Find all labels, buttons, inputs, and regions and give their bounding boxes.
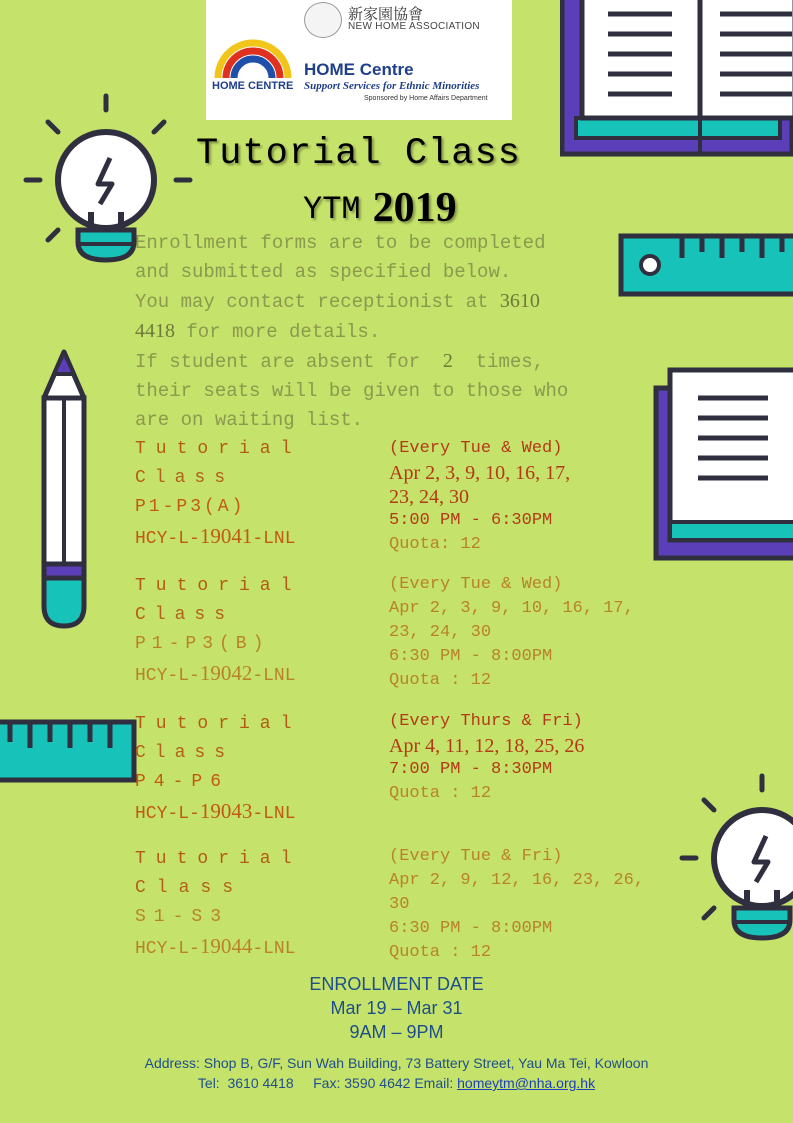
- class-level: P4-P6: [135, 772, 230, 792]
- intro-text: for more details.: [175, 321, 381, 343]
- class-code-part: -LNL: [252, 666, 296, 686]
- class-dates: Apr 4, 11, 12, 18, 25, 26: [389, 735, 585, 757]
- intro-text: times,: [475, 351, 545, 373]
- class-code-part: -LNL: [252, 939, 296, 959]
- year-label: 2019: [372, 185, 457, 231]
- class-code-part: -LNL: [252, 804, 296, 824]
- fax-label: Fax:: [313, 1075, 341, 1091]
- contact-line: [0, 1073, 793, 1093]
- class-title: Tutorial: [135, 439, 302, 459]
- class-schedule: [389, 710, 679, 806]
- rainbow-logo-icon: [214, 38, 292, 78]
- enrollment-dates: Mar 19 – Mar 31: [330, 998, 463, 1018]
- intro-text: If student are absent for: [135, 351, 421, 373]
- class-quota: Quota: 12: [389, 535, 481, 554]
- class-info: [135, 710, 375, 829]
- class-dates: 30: [389, 895, 410, 914]
- lightbulb-icon: [676, 772, 793, 947]
- intro-line: and submitted as specified below.: [135, 261, 512, 283]
- class-title: Tutorial: [135, 849, 302, 869]
- class-title: Tutorial: [135, 714, 302, 734]
- class-info: [135, 572, 375, 691]
- class-code: [135, 932, 375, 964]
- intro-line: [135, 287, 605, 317]
- class-code-part: 19044: [199, 934, 253, 958]
- class-code-part: HCY-L-: [135, 939, 200, 959]
- class-code-part: HCY-L-: [135, 529, 200, 549]
- tel-number: 3610 4418: [227, 1075, 294, 1091]
- class-code-part: 19043: [199, 799, 253, 823]
- intro-text: You may contact receptionist at: [135, 291, 489, 313]
- class-days: (Every Tue & Fri): [389, 847, 563, 866]
- tel-label: Tel:: [197, 1075, 220, 1091]
- home-centre-small-label: HOME CENTRE: [212, 80, 294, 92]
- class-code-part: HCY-L-: [135, 804, 200, 824]
- class-title: Class: [135, 743, 235, 763]
- class-dates: 23, 24, 30: [389, 486, 469, 508]
- intro-line: Enrollment forms are to be completed: [135, 232, 546, 254]
- association-logo: [206, 0, 512, 120]
- class-code-part: -LNL: [252, 529, 296, 549]
- email-label: Email:: [414, 1075, 454, 1091]
- page-subtitle: [303, 184, 457, 232]
- support-services-label: Support Services for Ethnic Minorities: [304, 80, 480, 92]
- intro-line: their seats will be given to those who: [135, 380, 569, 402]
- phone-part: 4418: [135, 320, 175, 342]
- intro-line: [135, 347, 645, 377]
- class-dates: Apr 2, 9, 12, 16, 23, 26,: [389, 871, 645, 890]
- fax-number: 3590 4642: [344, 1075, 411, 1091]
- class-dates: Apr 2, 3, 9, 10, 16, 17,: [389, 599, 634, 618]
- class-title: Class: [135, 878, 245, 898]
- class-info: [135, 435, 375, 554]
- class-code-part: HCY-L-: [135, 666, 200, 686]
- class-dates: Apr 2, 3, 9, 10, 16, 17,: [389, 462, 571, 484]
- class-time: 7:00 PM - 8:30PM: [389, 760, 553, 779]
- enrollment-section: [0, 972, 793, 1044]
- intro-line: are on waiting list.: [135, 409, 364, 431]
- intro-line: [135, 317, 605, 347]
- class-code-part: 19041: [199, 524, 253, 548]
- address-line: Address: Shop B, G/F, Sun Wah Building, 73 Battery Street, Yau Ma Tei, Kowloon: [144, 1055, 649, 1071]
- class-title: Tutorial: [135, 576, 302, 596]
- sponsor-label: Sponsored by Home Affairs Department: [364, 95, 488, 102]
- class-schedule: [389, 845, 679, 965]
- class-code: [135, 659, 375, 691]
- ruler-icon: [0, 718, 138, 784]
- email-link[interactable]: homeytm@nha.org.hk: [457, 1075, 596, 1091]
- class-schedule: [389, 437, 679, 557]
- class-level: P1-P3(B): [135, 634, 270, 654]
- class-code: [135, 797, 375, 829]
- open-book-icon: [560, 0, 793, 158]
- class-code-part: 19042: [199, 661, 253, 685]
- class-level: P1-P3(A): [135, 497, 246, 517]
- association-name-en: NEW HOME ASSOCIATION: [348, 21, 480, 32]
- intro-paragraph: [135, 229, 605, 435]
- class-title: Class: [135, 605, 235, 625]
- pencil-icon: [38, 348, 90, 630]
- absence-count: 2: [442, 350, 453, 372]
- class-time: 5:00 PM - 6:30PM: [389, 511, 553, 530]
- class-days: (Every Tue & Wed): [389, 575, 563, 594]
- class-time: 6:30 PM - 8:00PM: [389, 919, 553, 938]
- class-level: S1-S3: [135, 907, 230, 927]
- class-days: (Every Tue & Wed): [389, 439, 563, 458]
- association-name-cn: 新家園協會: [348, 5, 424, 23]
- class-schedule: [389, 573, 679, 693]
- class-quota: Quota : 12: [389, 784, 492, 803]
- contact-section: [0, 1053, 793, 1093]
- class-dates: 23, 24, 30: [389, 623, 492, 642]
- ruler-icon: [618, 232, 793, 298]
- association-emblem-icon: [304, 2, 342, 38]
- class-days: (Every Thurs & Fri): [389, 712, 583, 731]
- class-quota: Quota : 12: [389, 943, 492, 962]
- phone-part: 3610: [499, 290, 540, 312]
- class-info: [135, 845, 375, 964]
- class-title: Class: [135, 468, 235, 488]
- class-code: [135, 522, 375, 554]
- class-time: 6:30 PM - 8:00PM: [389, 647, 553, 666]
- class-quota: Quota : 12: [389, 671, 492, 690]
- enrollment-heading: ENROLLMENT DATE: [309, 974, 484, 994]
- enrollment-hours: 9AM – 9PM: [349, 1022, 444, 1042]
- page-title: Tutorial Class: [196, 133, 521, 175]
- home-centre-name: HOME Centre: [304, 60, 414, 79]
- location-label: YTM: [303, 191, 361, 228]
